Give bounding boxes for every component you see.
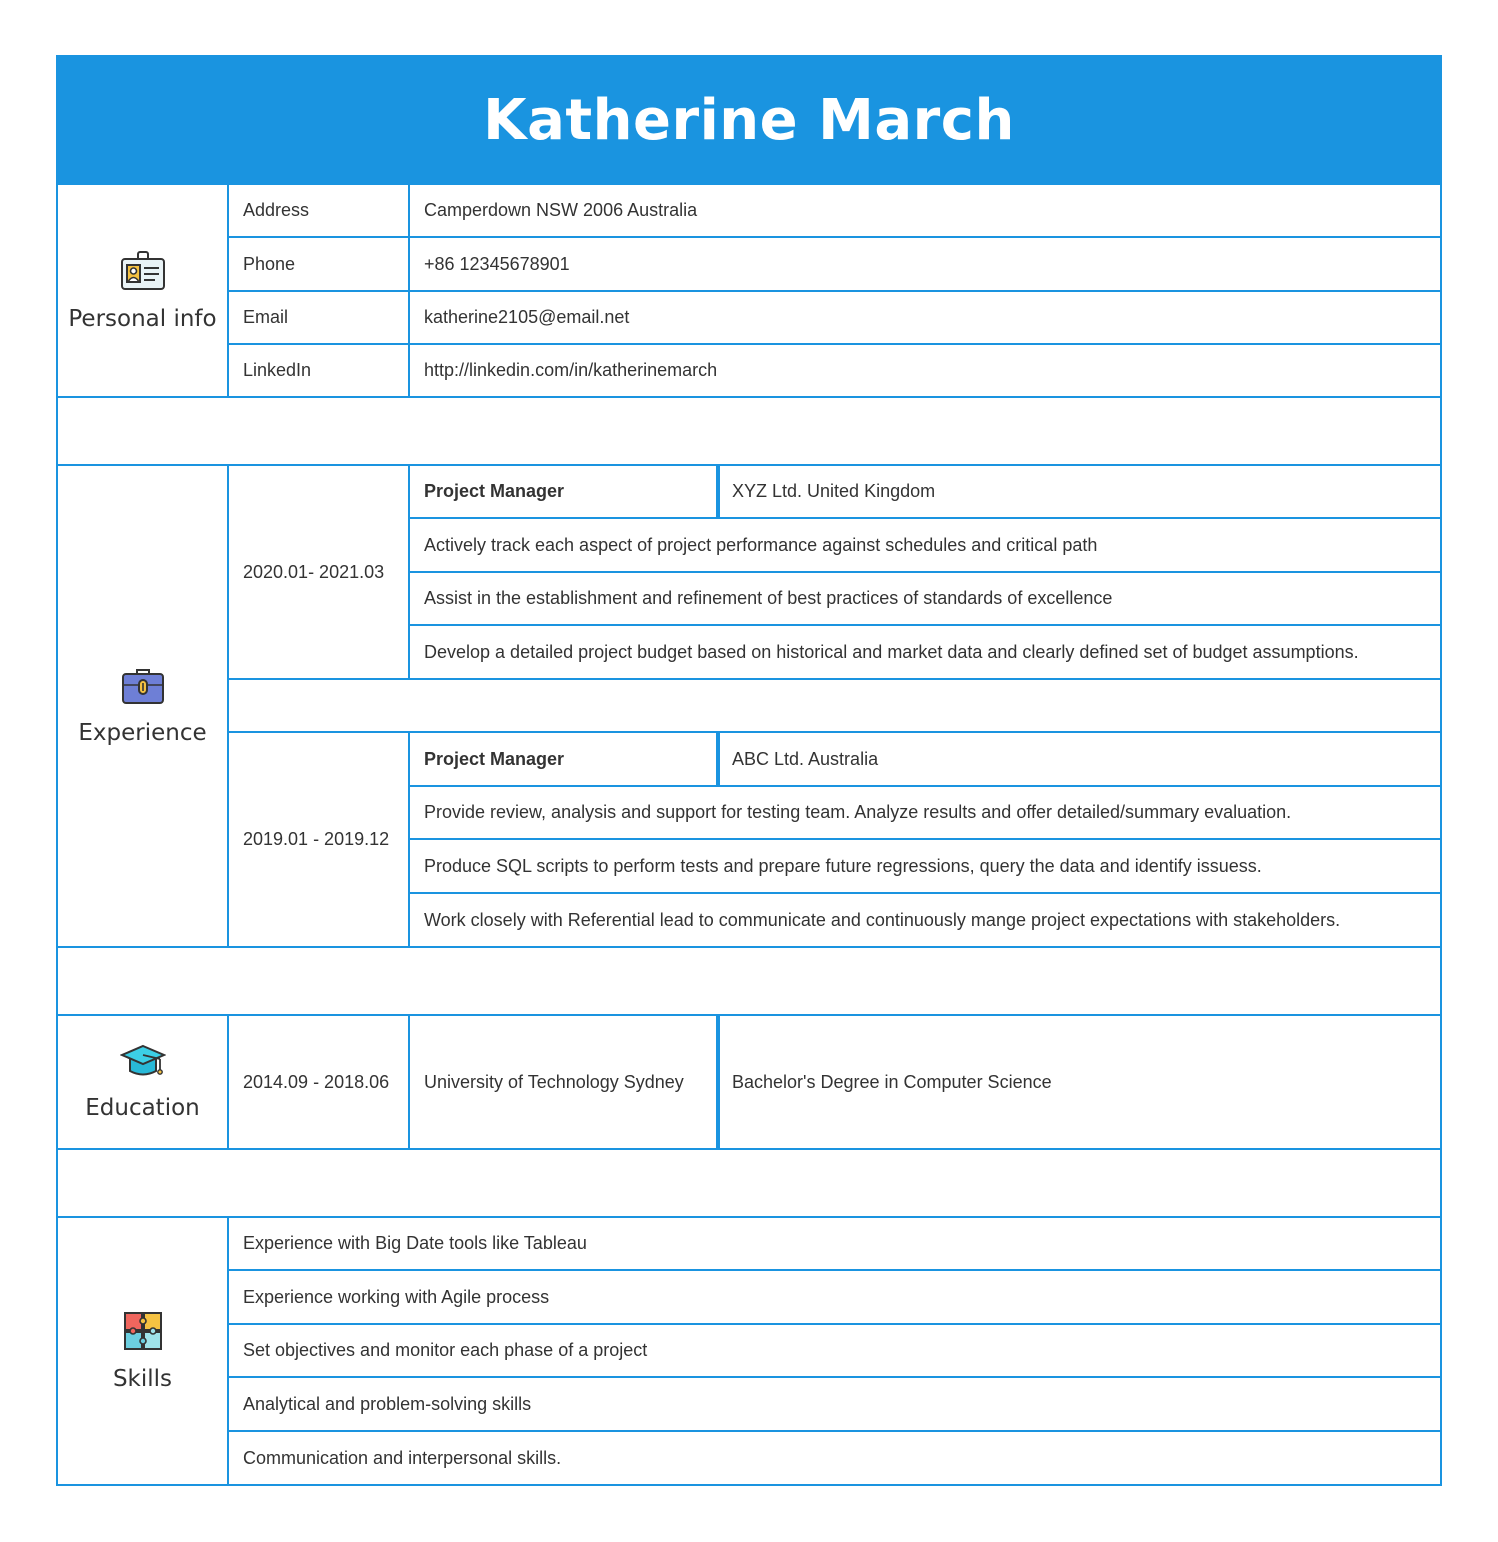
job-duty: Develop a detailed project budget based on historical and market data and clearly defined set of budget assumptions. xyxy=(408,624,1442,680)
job-duty: Produce SQL scripts to perform tests and prepare future regressions, query the data and identify issuess. xyxy=(408,838,1442,894)
section-spacer xyxy=(56,396,1442,466)
skill-item: Communication and interpersonal skills. xyxy=(227,1430,1442,1486)
section-spacer xyxy=(56,1148,1442,1218)
id-card-icon xyxy=(120,250,166,292)
skill-item: Analytical and problem-solving skills xyxy=(227,1376,1442,1432)
job-dates: 2020.01- 2021.03 xyxy=(227,464,410,680)
skill-item: Set objectives and monitor each phase of a project xyxy=(227,1323,1442,1378)
section-label: Education xyxy=(85,1095,200,1121)
personal-info-section-label xyxy=(56,183,229,398)
skill-item: Experience with Big Date tools like Tableau xyxy=(227,1216,1442,1271)
education-section-label xyxy=(56,1014,229,1150)
resume-header xyxy=(56,55,1442,185)
skills-section-label xyxy=(56,1216,229,1486)
personal-key: LinkedIn xyxy=(227,343,410,398)
section-label: Skills xyxy=(112,1366,173,1392)
job-duty: Provide review, analysis and support for testing team. Analyze results and offer detailed/summary evaluation. xyxy=(408,785,1442,840)
personal-key: Email xyxy=(227,290,410,345)
job-duty: Work closely with Referential lead to communicate and continuously mange project expectations with stakeholders. xyxy=(408,892,1442,948)
graduation-cap-icon xyxy=(120,1043,166,1081)
job-title: Project Manager xyxy=(408,731,720,787)
section-spacer xyxy=(56,946,1442,1016)
job-title: Project Manager xyxy=(408,464,720,519)
education-school: University of Technology Sydney xyxy=(408,1014,720,1150)
job-company: ABC Ltd. Australia xyxy=(716,731,1442,787)
job-duty: Actively track each aspect of project performance against schedules and critical path xyxy=(408,517,1442,573)
phone-value: +86 12345678901 xyxy=(408,236,1442,292)
email-value: katherine2105@email.net xyxy=(408,290,1442,345)
personal-key: Address xyxy=(227,183,410,238)
section-label: Personal info xyxy=(68,305,217,332)
education-dates: 2014.09 - 2018.06 xyxy=(227,1014,410,1150)
section-label: Experience xyxy=(78,720,207,746)
puzzle-icon xyxy=(122,1310,164,1352)
job-duty: Assist in the establishment and refinement of best practices of standards of excellence xyxy=(408,571,1442,626)
linkedin-value: http://linkedin.com/in/katherinemarch xyxy=(408,343,1442,398)
candidate-name: Katherine March xyxy=(483,87,1015,153)
education-degree: Bachelor's Degree in Computer Science xyxy=(716,1014,1442,1150)
job-company: XYZ Ltd. United Kingdom xyxy=(716,464,1442,519)
address-value: Camperdown NSW 2006 Australia xyxy=(408,183,1442,238)
skill-item: Experience working with Agile process xyxy=(227,1269,1442,1325)
experience-section-label xyxy=(56,464,229,948)
job-dates: 2019.01 - 2019.12 xyxy=(227,731,410,948)
personal-key: Phone xyxy=(227,236,410,292)
briefcase-icon xyxy=(121,666,165,706)
job-spacer xyxy=(227,678,1442,733)
